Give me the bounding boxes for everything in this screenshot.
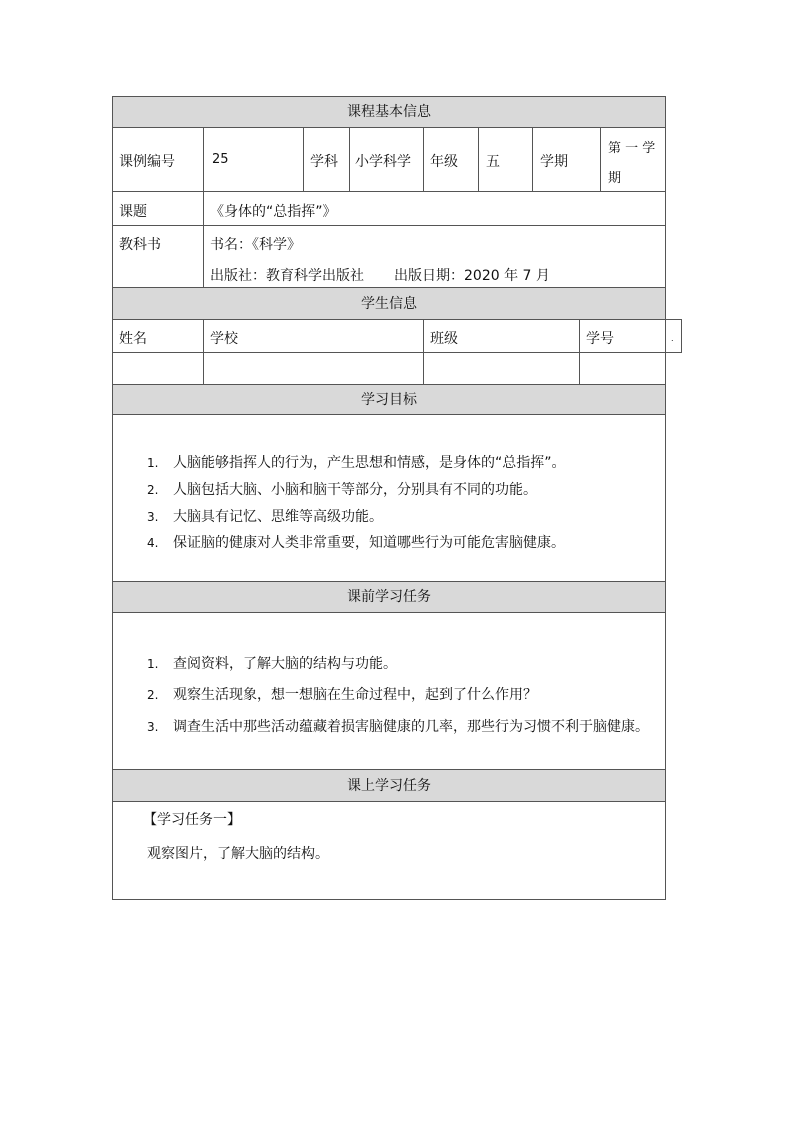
term-value-line2: 期 [608,171,622,186]
publisher: 出版社：教育科学出版社 [210,268,364,284]
school-label: 学校 [210,331,238,347]
dot-mark: . [671,334,674,343]
class-tasks-header: 课上学习任务 [112,769,666,802]
name-label: 姓名 [119,331,147,347]
basic-info-header: 课程基本信息 [112,96,666,128]
goal-item: 1. 人脑能够指挥人的行为，产生思想和情感，是身体的“总指挥”。 [147,455,566,471]
textbook-row [112,225,666,288]
grade-label: 年级 [430,154,458,170]
pub-date: 出版日期：2020 年 7 月 [394,268,550,284]
pre-task-item: 2. 观察生活现象，想一想脑在生命过程中，起到了什么作用？ [147,687,537,703]
student-id-label: 学号 [586,331,614,347]
class-label: 班级 [430,331,458,347]
goals-header: 学习目标 [112,384,666,415]
student-info-value-row [112,352,666,385]
topic-value: 《身体的“总指挥”》 [210,204,337,220]
term-value-line1: 第 一 学 [608,141,656,156]
goal-item: 4. 保证脑的健康对人类非常重要，知道哪些行为可能危害脑健康。 [147,535,565,551]
student-info-label-row [112,319,666,353]
pre-task-item: 3. 调查生活中那些活动蕴藏着损害脑健康的几率，那些行为习惯不利于脑健康。 [147,719,649,735]
goal-item: 2. 人脑包括大脑、小脑和脑干等部分，分别具有不同的功能。 [147,482,537,498]
goal-item: 3. 大脑具有记忆、思维等高级功能。 [147,509,383,525]
subject-value: 小学科学 [355,154,411,170]
pre-tasks-header: 课前学习任务 [112,581,666,613]
grade-value: 五 [486,154,500,170]
task1-text: 观察图片，了解大脑的结构。 [147,846,329,862]
topic-label: 课题 [119,204,147,220]
case-no-value: 25 [212,152,229,167]
term-label: 学期 [540,154,568,170]
pre-task-item: 1. 查阅资料，了解大脑的结构与功能。 [147,656,397,672]
task1-title: 【学习任务一】 [143,812,241,828]
student-info-header: 学生信息 [112,287,666,320]
subject-label: 学科 [310,154,338,170]
textbook-label: 教科书 [119,237,161,253]
topic-row [112,191,666,226]
case-no-label: 课例编号 [119,154,175,170]
book-name: 书名：《科学》 [210,237,301,253]
